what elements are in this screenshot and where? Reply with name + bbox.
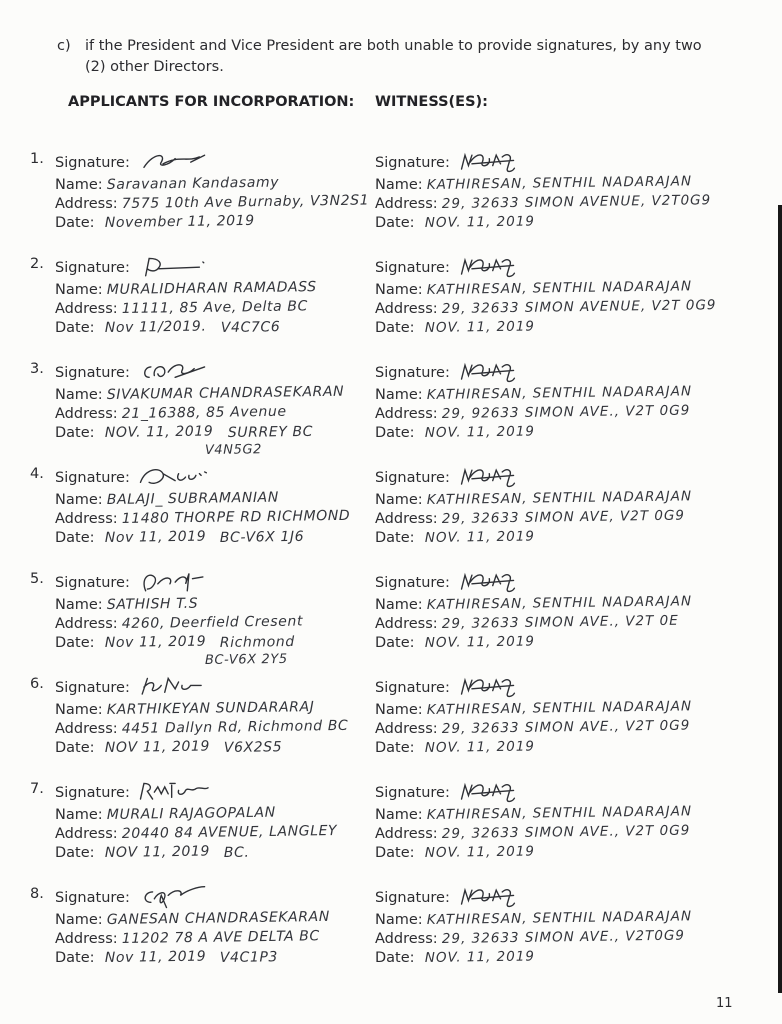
witness-signature-icon xyxy=(456,570,526,596)
applicant-extra-2: BC-V6X 2Y5 xyxy=(204,651,288,668)
applicant-signature-icon xyxy=(136,465,216,491)
applicant-signature-icon xyxy=(136,255,216,281)
witness-signature-icon xyxy=(456,360,526,386)
address-label: Address: xyxy=(375,826,438,842)
entry-number: 8. xyxy=(30,886,44,902)
date-label: Date: xyxy=(55,215,95,231)
name-label: Name: xyxy=(55,492,103,508)
applicant-extra-2: V4N5G2 xyxy=(204,442,263,458)
signature-label: Signature: xyxy=(375,470,450,486)
entry-number: 7. xyxy=(30,781,44,797)
column-headers xyxy=(68,94,488,110)
address-label: Address: xyxy=(375,511,438,527)
date-label: Date: xyxy=(375,320,415,336)
applicant-name: BALAJI_ SUBRAMANIAN xyxy=(107,489,280,509)
signature-label: Signature: xyxy=(375,155,450,171)
date-label: Date: xyxy=(375,740,415,756)
name-label: Name: xyxy=(375,177,423,193)
applicant-date: November 11, 2019 xyxy=(104,212,255,232)
date-label: Date: xyxy=(375,635,415,651)
witness-date: NOV. 11, 2019 xyxy=(424,633,536,652)
applicant-extra: V4C7C6 xyxy=(220,319,281,337)
scan-edge-artifact xyxy=(778,205,782,993)
name-label: Name: xyxy=(55,177,103,193)
address-label: Address: xyxy=(55,406,118,422)
signature-label: Signature: xyxy=(55,365,130,381)
witnesses-header: WITNESS(ES): xyxy=(375,94,488,110)
witness-address: 29, 32633 SIMON AVE., V2T 0G9 xyxy=(441,717,691,738)
applicant-date: Nov 11/2019. xyxy=(104,318,207,337)
applicant-block xyxy=(55,876,375,968)
applicant-date: Nov 11, 2019 xyxy=(104,528,207,547)
name-label: Name: xyxy=(375,492,423,508)
witness-signature-icon xyxy=(456,885,526,911)
witness-block xyxy=(375,141,782,233)
witness-name: KATHIRESAN, SENTHIL NADARAJAN xyxy=(427,593,693,614)
applicant-extra: SURREY BC xyxy=(227,423,313,442)
date-label: Date: xyxy=(55,950,95,966)
applicant-signature-icon xyxy=(136,780,216,806)
name-label: Name: xyxy=(375,912,423,928)
entry-number: 6. xyxy=(30,676,44,692)
applicant-name: KARTHIKEYAN SUNDARARAJ xyxy=(107,699,315,719)
clause-text: if the President and Vice President are both unable to provide signatures, by any two (2) other Directors. xyxy=(85,38,702,75)
signature-label: Signature: xyxy=(55,260,130,276)
address-label: Address: xyxy=(375,721,438,737)
name-label: Name: xyxy=(55,282,103,298)
witness-address: 29, 32633 SIMON AVE., V2T 0E xyxy=(441,612,680,633)
date-label: Date: xyxy=(375,215,415,231)
date-label: Date: xyxy=(55,635,95,651)
applicant-name: Saravanan Kandasamy xyxy=(107,174,280,194)
applicant-name: GANESAN CHANDRASEKARAN xyxy=(107,908,331,929)
applicant-block xyxy=(55,666,375,758)
entry-1 xyxy=(0,141,782,246)
witness-name: KATHIRESAN, SENTHIL NADARAJAN xyxy=(427,698,693,719)
witness-name: KATHIRESAN, SENTHIL NADARAJAN xyxy=(427,383,693,404)
address-label: Address: xyxy=(55,301,118,317)
witness-block xyxy=(375,246,782,338)
signature-label: Signature: xyxy=(375,680,450,696)
signature-label: Signature: xyxy=(55,575,130,591)
witness-block xyxy=(375,456,782,548)
applicant-signature-icon xyxy=(136,150,216,176)
address-label: Address: xyxy=(55,826,118,842)
signature-label: Signature: xyxy=(55,890,130,906)
witness-name: KATHIRESAN, SENTHIL NADARAJAN xyxy=(427,488,693,509)
applicant-address: 11202 78 A AVE DELTA BC xyxy=(121,928,321,948)
witness-block xyxy=(375,561,782,653)
applicant-block xyxy=(55,456,375,548)
date-label: Date: xyxy=(375,530,415,546)
witness-date: NOV. 11, 2019 xyxy=(424,213,536,232)
witness-address: 29, 32633 SIMON AVE, V2T 0G9 xyxy=(441,507,686,528)
address-label: Address: xyxy=(55,196,118,212)
applicant-date: Nov 11, 2019 xyxy=(104,633,207,652)
witness-address: 29, 32633 SIMON AVENUE, V2T 0G9 xyxy=(441,297,717,318)
name-label: Name: xyxy=(55,912,103,928)
applicant-block xyxy=(55,246,375,338)
signature-label: Signature: xyxy=(375,785,450,801)
date-label: Date: xyxy=(375,950,415,966)
applicants-header: APPLICANTS FOR INCORPORATION: xyxy=(68,94,355,110)
applicant-block xyxy=(55,141,375,233)
applicant-date: NOV. 11, 2019 xyxy=(104,423,214,442)
date-label: Date: xyxy=(55,740,95,756)
signature-label: Signature: xyxy=(375,575,450,591)
entry-number: 5. xyxy=(30,571,44,587)
address-label: Address: xyxy=(375,406,438,422)
address-label: Address: xyxy=(55,931,118,947)
witness-block xyxy=(375,351,782,443)
witness-signature-icon xyxy=(456,675,526,701)
witness-signature-icon xyxy=(456,255,526,281)
entry-number: 3. xyxy=(30,361,44,377)
applicant-signature-icon xyxy=(136,885,216,911)
name-label: Name: xyxy=(375,597,423,613)
signature-label: Signature: xyxy=(375,260,450,276)
date-label: Date: xyxy=(55,320,95,336)
witness-name: KATHIRESAN, SENTHIL NADARAJAN xyxy=(427,803,693,824)
applicant-date: NOV 11, 2019 xyxy=(104,738,211,757)
applicant-address: 4260, Deerfield Cresent xyxy=(121,613,304,633)
applicant-address: 20440 84 AVENUE, LANGLEY xyxy=(121,822,338,843)
date-label: Date: xyxy=(375,845,415,861)
applicant-block xyxy=(55,351,375,458)
applicant-address: 11111, 85 Ave, Delta BC xyxy=(121,298,309,318)
witness-address: 29, 32633 SIMON AVENUE, V2T0G9 xyxy=(441,192,712,213)
applicant-extra: BC. xyxy=(223,844,250,862)
date-label: Date: xyxy=(55,425,95,441)
applicant-name: SIVAKUMAR CHANDRASEKARAN xyxy=(107,383,345,404)
applicant-address: 4451 Dallyn Rd, Richmond BC xyxy=(121,717,349,738)
address-label: Address: xyxy=(55,511,118,527)
entry-number: 2. xyxy=(30,256,44,272)
entry-number: 1. xyxy=(30,151,44,167)
applicant-date: NOV 11, 2019 xyxy=(104,843,211,862)
applicant-block xyxy=(55,561,375,668)
name-label: Name: xyxy=(55,387,103,403)
applicant-address: 7575 10th Ave Burnaby, V3N2S1 xyxy=(121,192,370,213)
witness-address: 29, 32633 SIMON AVE., V2T 0G9 xyxy=(441,822,691,843)
entry-2 xyxy=(0,246,782,351)
applicant-signature-icon xyxy=(136,360,216,386)
name-label: Name: xyxy=(55,807,103,823)
signature-label: Signature: xyxy=(55,785,130,801)
address-label: Address: xyxy=(55,721,118,737)
applicant-extra: V4C1P3 xyxy=(220,949,279,967)
name-label: Name: xyxy=(375,282,423,298)
witness-name: KATHIRESAN, SENTHIL NADARAJAN xyxy=(427,908,693,929)
entry-8 xyxy=(0,876,782,981)
name-label: Name: xyxy=(55,702,103,718)
applicant-name: MURALIDHARAN RAMADASS xyxy=(107,279,318,299)
witness-name: KATHIRESAN, SENTHIL NADARAJAN xyxy=(427,278,693,299)
signature-label: Signature: xyxy=(55,680,130,696)
entry-4 xyxy=(0,456,782,561)
applicant-date: Nov 11, 2019 xyxy=(104,948,207,967)
name-label: Name: xyxy=(375,807,423,823)
witness-signature-icon xyxy=(456,780,526,806)
entry-3 xyxy=(0,351,782,456)
entry-number: 4. xyxy=(30,466,44,482)
name-label: Name: xyxy=(55,597,103,613)
witness-date: NOV. 11, 2019 xyxy=(424,318,536,337)
clause-label: c) xyxy=(57,38,71,54)
entry-5 xyxy=(0,561,782,666)
signature-entries xyxy=(0,141,782,981)
address-label: Address: xyxy=(55,616,118,632)
applicant-block xyxy=(55,771,375,863)
date-label: Date: xyxy=(55,530,95,546)
name-label: Name: xyxy=(375,387,423,403)
applicant-name: MURALI RAJAGOPALAN xyxy=(107,804,277,824)
address-label: Address: xyxy=(375,301,438,317)
applicant-extra: V6X2S5 xyxy=(223,739,283,757)
date-label: Date: xyxy=(375,425,415,441)
applicant-signature-icon xyxy=(136,570,216,596)
entry-7 xyxy=(0,771,782,876)
page-number: 11 xyxy=(716,996,733,1011)
witness-address: 29, 32633 SIMON AVE., V2T0G9 xyxy=(441,927,686,948)
applicant-address: 21_16388, 85 Avenue xyxy=(121,403,287,423)
date-label: Date: xyxy=(55,845,95,861)
witness-address: 29, 92633 SIMON AVE., V2T 0G9 xyxy=(441,402,691,423)
witness-date: NOV. 11, 2019 xyxy=(424,843,536,862)
witness-block xyxy=(375,876,782,968)
signature-label: Signature: xyxy=(55,470,130,486)
witness-signature-icon xyxy=(456,150,526,176)
applicant-extra: BC-V6X 1J6 xyxy=(220,528,305,547)
applicant-name: SATHISH T.S xyxy=(107,595,199,614)
witness-date: NOV. 11, 2019 xyxy=(424,528,536,547)
address-label: Address: xyxy=(375,616,438,632)
applicant-extra: Richmond xyxy=(220,633,296,652)
signature-label: Signature: xyxy=(375,365,450,381)
clause-c xyxy=(57,36,725,78)
applicant-address: 11480 THORPE RD RICHMOND xyxy=(121,507,351,528)
signature-label: Signature: xyxy=(55,155,130,171)
witness-date: NOV. 11, 2019 xyxy=(424,948,536,967)
witness-date: NOV. 11, 2019 xyxy=(424,423,536,442)
witness-signature-icon xyxy=(456,465,526,491)
signature-label: Signature: xyxy=(375,890,450,906)
applicant-signature-icon xyxy=(136,675,216,701)
witness-block xyxy=(375,666,782,758)
address-label: Address: xyxy=(375,196,438,212)
address-label: Address: xyxy=(375,931,438,947)
witness-date: NOV. 11, 2019 xyxy=(424,738,536,757)
name-label: Name: xyxy=(375,702,423,718)
witness-name: KATHIRESAN, SENTHIL NADARAJAN xyxy=(427,173,693,194)
witness-block xyxy=(375,771,782,863)
entry-6 xyxy=(0,666,782,771)
